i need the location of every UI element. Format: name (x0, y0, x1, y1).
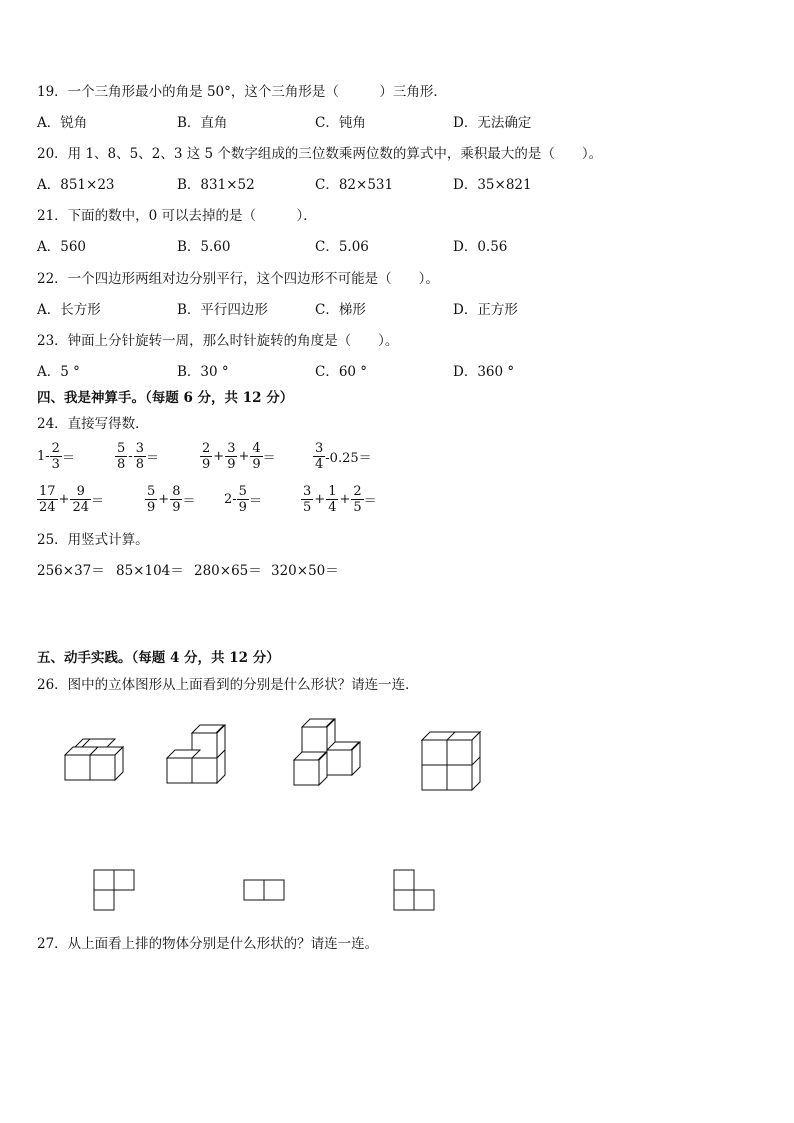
q22-stem: 22．一个四边形两组对边分别平行，这个四边形不可能是（ ）。 (37, 271, 439, 287)
fraction (37, 484, 58, 515)
denominator: 9 (227, 457, 236, 472)
numerator: 2 (353, 484, 362, 499)
q19-option-d[interactable]: D．无法确定 (453, 115, 532, 131)
q23-option-b[interactable]: B．30 ° (177, 364, 229, 380)
q20-option-b[interactable]: B．831×52 (177, 177, 255, 193)
q24-expression-3 (200, 441, 276, 472)
fraction (70, 484, 91, 515)
q22-option-a[interactable]: A．长方形 (37, 302, 101, 318)
q23-options (37, 363, 757, 381)
denominator: 9 (202, 457, 211, 472)
section5-title: 五、动手实践。（每题 4 分，共 12 分） (37, 650, 280, 666)
operator: + (238, 449, 250, 464)
section4-title: 四、我是神算手。（每题 6 分，共 12 分） (37, 390, 294, 406)
q19-options (37, 114, 757, 132)
expr-tail: ＝ (363, 494, 377, 509)
top-view-shape-1[interactable] (94, 870, 134, 910)
expr-tail: ＝ (91, 494, 105, 509)
solid-figure-3[interactable] (294, 719, 360, 785)
q22-option-c[interactable]: C．梯形 (315, 302, 366, 318)
q21-option-d[interactable]: D．0.56 (453, 239, 508, 255)
solid-figure-2[interactable] (167, 725, 225, 783)
expr-tail: ＝ (248, 494, 262, 509)
fraction (313, 441, 325, 472)
q25-item-1: 256×37＝ (37, 563, 105, 579)
numerator: 2 (51, 441, 60, 456)
denominator: 3 (51, 457, 60, 472)
solid-figure-4[interactable] (422, 732, 480, 790)
denominator: 8 (135, 457, 144, 472)
fraction (134, 441, 146, 472)
numerator: 17 (39, 484, 56, 499)
solid-figure-1[interactable] (65, 739, 123, 780)
q21-stem: 21．下面的数中，0 可以去掉的是（ ）． (37, 208, 317, 224)
top-view-shape-2[interactable] (244, 880, 284, 900)
q23-option-a[interactable]: A．5 ° (37, 364, 80, 380)
fraction (250, 441, 262, 472)
fraction (301, 484, 313, 515)
q19-option-a[interactable]: A．锐角 (37, 115, 88, 131)
fraction (225, 441, 237, 472)
q24-expression-1 (37, 441, 75, 472)
q20-options (37, 176, 757, 194)
numerator: 2 (202, 441, 211, 456)
operator: + (58, 492, 70, 507)
q24-expression-5 (37, 484, 104, 515)
q23-option-d[interactable]: D．360 ° (453, 364, 515, 380)
q24-expression-8 (301, 484, 377, 515)
fraction (50, 441, 62, 472)
q23-stem: 23．钟面上分针旋转一周，那么时针旋转的角度是（ ）。 (37, 333, 399, 349)
numerator: 8 (172, 484, 181, 499)
numerator: 1 (328, 484, 337, 499)
q24-stem: 24．直接写得数． (37, 416, 149, 432)
q21-option-c[interactable]: C．5.06 (315, 239, 369, 255)
q22-option-b[interactable]: B．平行四边形 (177, 302, 268, 318)
operator: + (339, 492, 351, 507)
expr-tail: ＝ (61, 451, 75, 466)
numerator: 3 (135, 441, 144, 456)
operator: - (128, 449, 133, 464)
q20-option-a[interactable]: A．851×23 (37, 177, 115, 193)
denominator: 24 (72, 500, 89, 515)
q19-option-b[interactable]: B．直角 (177, 115, 228, 131)
denominator: 9 (238, 500, 247, 515)
denominator: 24 (39, 500, 56, 515)
q24-expression-4 (313, 441, 372, 472)
numerator: 5 (238, 484, 247, 499)
expr-lead: 2- (224, 492, 237, 507)
operator: + (158, 492, 170, 507)
fraction (326, 484, 338, 515)
q25-item-3: 280×65＝ (194, 563, 262, 579)
q20-option-c[interactable]: C．82×531 (315, 177, 394, 193)
numerator: 3 (303, 484, 312, 499)
q25-item-2: 85×104＝ (116, 563, 184, 579)
denominator: 9 (147, 500, 156, 515)
numerator: 5 (117, 441, 126, 456)
q19-option-c[interactable]: C．钝角 (315, 115, 366, 131)
denominator: 9 (252, 457, 261, 472)
q20-option-d[interactable]: D．35×821 (453, 177, 532, 193)
q25-item-4: 320×50＝ (271, 563, 339, 579)
fraction (170, 484, 182, 515)
expr-tail: -0.25＝ (325, 451, 372, 466)
denominator: 8 (117, 457, 126, 472)
numerator: 4 (252, 441, 261, 456)
q22-option-d[interactable]: D．正方形 (453, 302, 518, 318)
denominator: 5 (303, 500, 312, 515)
fraction (145, 484, 157, 515)
fraction (200, 441, 212, 472)
numerator: 3 (315, 441, 324, 456)
q27-stem: 27．从上面看上排的物体分别是什么形状的？请连一连。 (37, 936, 379, 952)
fraction (351, 484, 363, 515)
q25-items (37, 562, 757, 580)
q24-expression-6 (145, 484, 195, 515)
expr-tail: ＝ (145, 451, 159, 466)
q26-stem: 26．图中的立体图形从上面看到的分别是什么形状？请连一连． (37, 677, 419, 693)
q24-expression-2 (115, 441, 159, 472)
operator: + (314, 492, 326, 507)
top-view-shape-3[interactable] (394, 870, 434, 910)
expr-tail: ＝ (262, 451, 276, 466)
fraction (237, 484, 249, 515)
expr-lead: 1- (37, 449, 50, 464)
q21-option-b[interactable]: B．5.60 (177, 239, 231, 255)
q25-stem: 25．用竖式计算。 (37, 532, 149, 548)
q21-option-a[interactable]: A．560 (37, 239, 87, 255)
expr-tail: ＝ (182, 494, 196, 509)
q19-stem: 19．一个三角形最小的角是 50°，这个三角形是（ ）三角形． (37, 84, 447, 100)
fraction (115, 441, 127, 472)
denominator: 4 (315, 457, 324, 472)
denominator: 4 (328, 500, 337, 515)
numerator: 3 (227, 441, 236, 456)
q23-option-c[interactable]: C．60 ° (315, 364, 368, 380)
q22-options (37, 301, 757, 319)
q24-expression-7 (224, 484, 262, 515)
numerator: 5 (147, 484, 156, 499)
q20-stem: 20．用 1、8、5、2、3 这 5 个数字组成的三位数乘两位数的算式中，乘积最大的是（ ）。 (37, 146, 603, 162)
denominator: 5 (353, 500, 362, 515)
operator: + (213, 449, 225, 464)
numerator: 9 (76, 484, 85, 499)
q21-options (37, 238, 757, 256)
denominator: 9 (172, 500, 181, 515)
